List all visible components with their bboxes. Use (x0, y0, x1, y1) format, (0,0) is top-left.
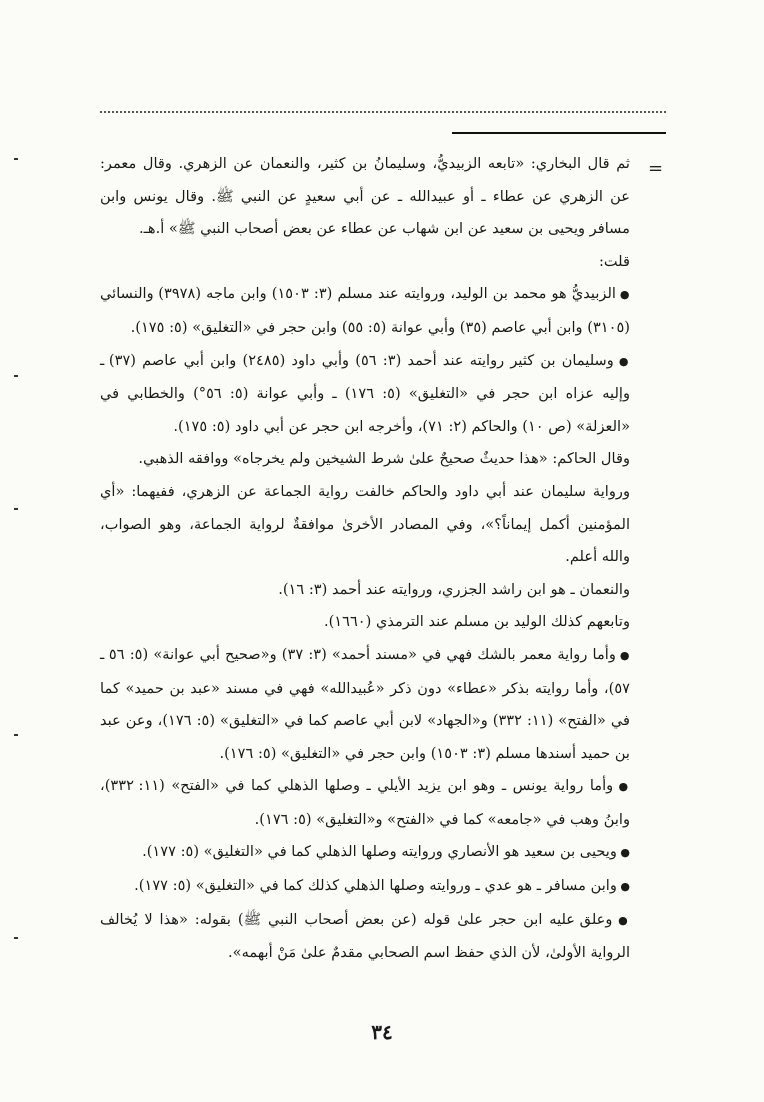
bullet-paragraph: ● وأما رواية معمر بالشك فهي في «مسند أحمد» (٣: ٣٧) و«صحيح أبي عوانة» (٥: ٥٦ ـ ٥٧)، وأما روايته بذكر «عطاء» دون ذكر «عُبيدالله» فهي في مسند «عبد بن حميد» كما في «الفتح» (١١: ٣٣٢) و«الجهاد» لابن أبي عاصم كما في «التغليق» (٥: ١٧٦)، وعن عبد بن حميد أسندها مسلم (٣: ١٥٠٣) وابن حجر في «التغليق» (٥: ١٧٦). (100, 639, 630, 770)
bullet-paragraph: ● وسليمان بن كثير روايته عند أحمد (٣: ٥٦) وأبي داود (٢٤٨٥) وابن أبي عاصم (٣٧) ـ وإليه عزاه ابن حجر في «التغليق» (٥: ١٧٦) ـ وأبي عوانة (٥: ٥٦°) والخطابي في «العزلة» (ص ١٠) والحاكم (٢: ٧١)، وأخرجه ابن حجر عن أبي داود (٥: ١٧٥). (100, 345, 630, 444)
bullet-paragraph: ● وابن مسافر ـ هو عدي ـ وروايته وصلها الذهلي كذلك كما في «التغليق» (٥: ١٧٧). (100, 870, 630, 904)
margin-tick (14, 734, 18, 736)
bullet-paragraph: ● وأما رواية يونس ـ وهو ابن يزيد الأيلي ـ وصلها الذهلي كما في «الفتح» (١١: ٣٣٢)، وابنُ وهب في «جامعه» كما في «الفتح» و«التغليق» (٥: ١٧٦). (100, 770, 630, 836)
page-number: ٣٤ (371, 1020, 393, 1044)
paragraph: قلت: (598, 252, 630, 270)
paragraph: ثم قال البخاري: «تابعه الزبيديُّ، وسليمانُ بن كثير، والنعمان عن الزهري. وقال معمر: عن الزهري عن عطاء ـ أو عبيدالله ـ عن أبي سعيدٍ عن النبي ﷺ. وقال يونس وابن مسافر ويحيى بن سعيد عن ابن شهاب عن عطاء عن بعض أصحاب النبي ﷺ» أ.هـ. (100, 155, 630, 238)
page-body (100, 148, 630, 970)
margin-tick (14, 375, 18, 377)
bullet-paragraph: ● وعلق عليه ابن حجر علىٰ قوله (عن بعض أصحاب النبي ﷺ) بقوله: «هذا لا يُخالف الرواية الأولىٰ، لأن الذي حفظ اسم الصحابي مقدمٌ علىٰ مَنْ أبهمه». (100, 904, 630, 970)
bullet-paragraph: ● الزبيديُّ هو محمد بن الوليد، وروايته عند مسلم (٣: ١٥٠٣) وابن ماجه (٣٩٧٨) والنسائي (٣١٠٥) وابن أبي عاصم (٣٥) وأبي عوانة (٥: ٥٥) وابن حجر في «التغليق» (٥: ١٧٥). (100, 278, 630, 344)
continuation-mark: = (648, 158, 664, 179)
header-solid-rule (452, 132, 666, 134)
margin-tick (14, 158, 18, 160)
header-dotted-rule (100, 111, 666, 113)
paragraph: ورواية سليمان عند أبي داود والحاكم خالفت رواية الجماعة عن الزهري، ففيهما: «أي المؤمنين أكمل إيماناً؟»، وفي المصادر الأخرىٰ موافقةٌ لرواية الجماعة، وهو الصواب، والله أعلم. (100, 482, 630, 566)
paragraph: وتابعهم كذلك الوليد بن مسلم عند الترمذي (١٦٦٠). (323, 613, 630, 631)
margin-tick (14, 937, 18, 939)
bullet-paragraph: ● ويحيى بن سعيد هو الأنصاري وروايته وصلها الذهلي كما في «التغليق» (٥: ١٧٧). (100, 836, 630, 870)
paragraph: والنعمان ـ هو ابن راشد الجزري، وروايته عند أحمد (٣: ١٦). (278, 580, 630, 598)
margin-tick (14, 508, 18, 510)
paragraph: وقال الحاكم: «هذا حديثٌ صحيحٌ علىٰ شرط الشيخين ولم يخرجاه» ووافقه الذهبي. (138, 450, 630, 468)
